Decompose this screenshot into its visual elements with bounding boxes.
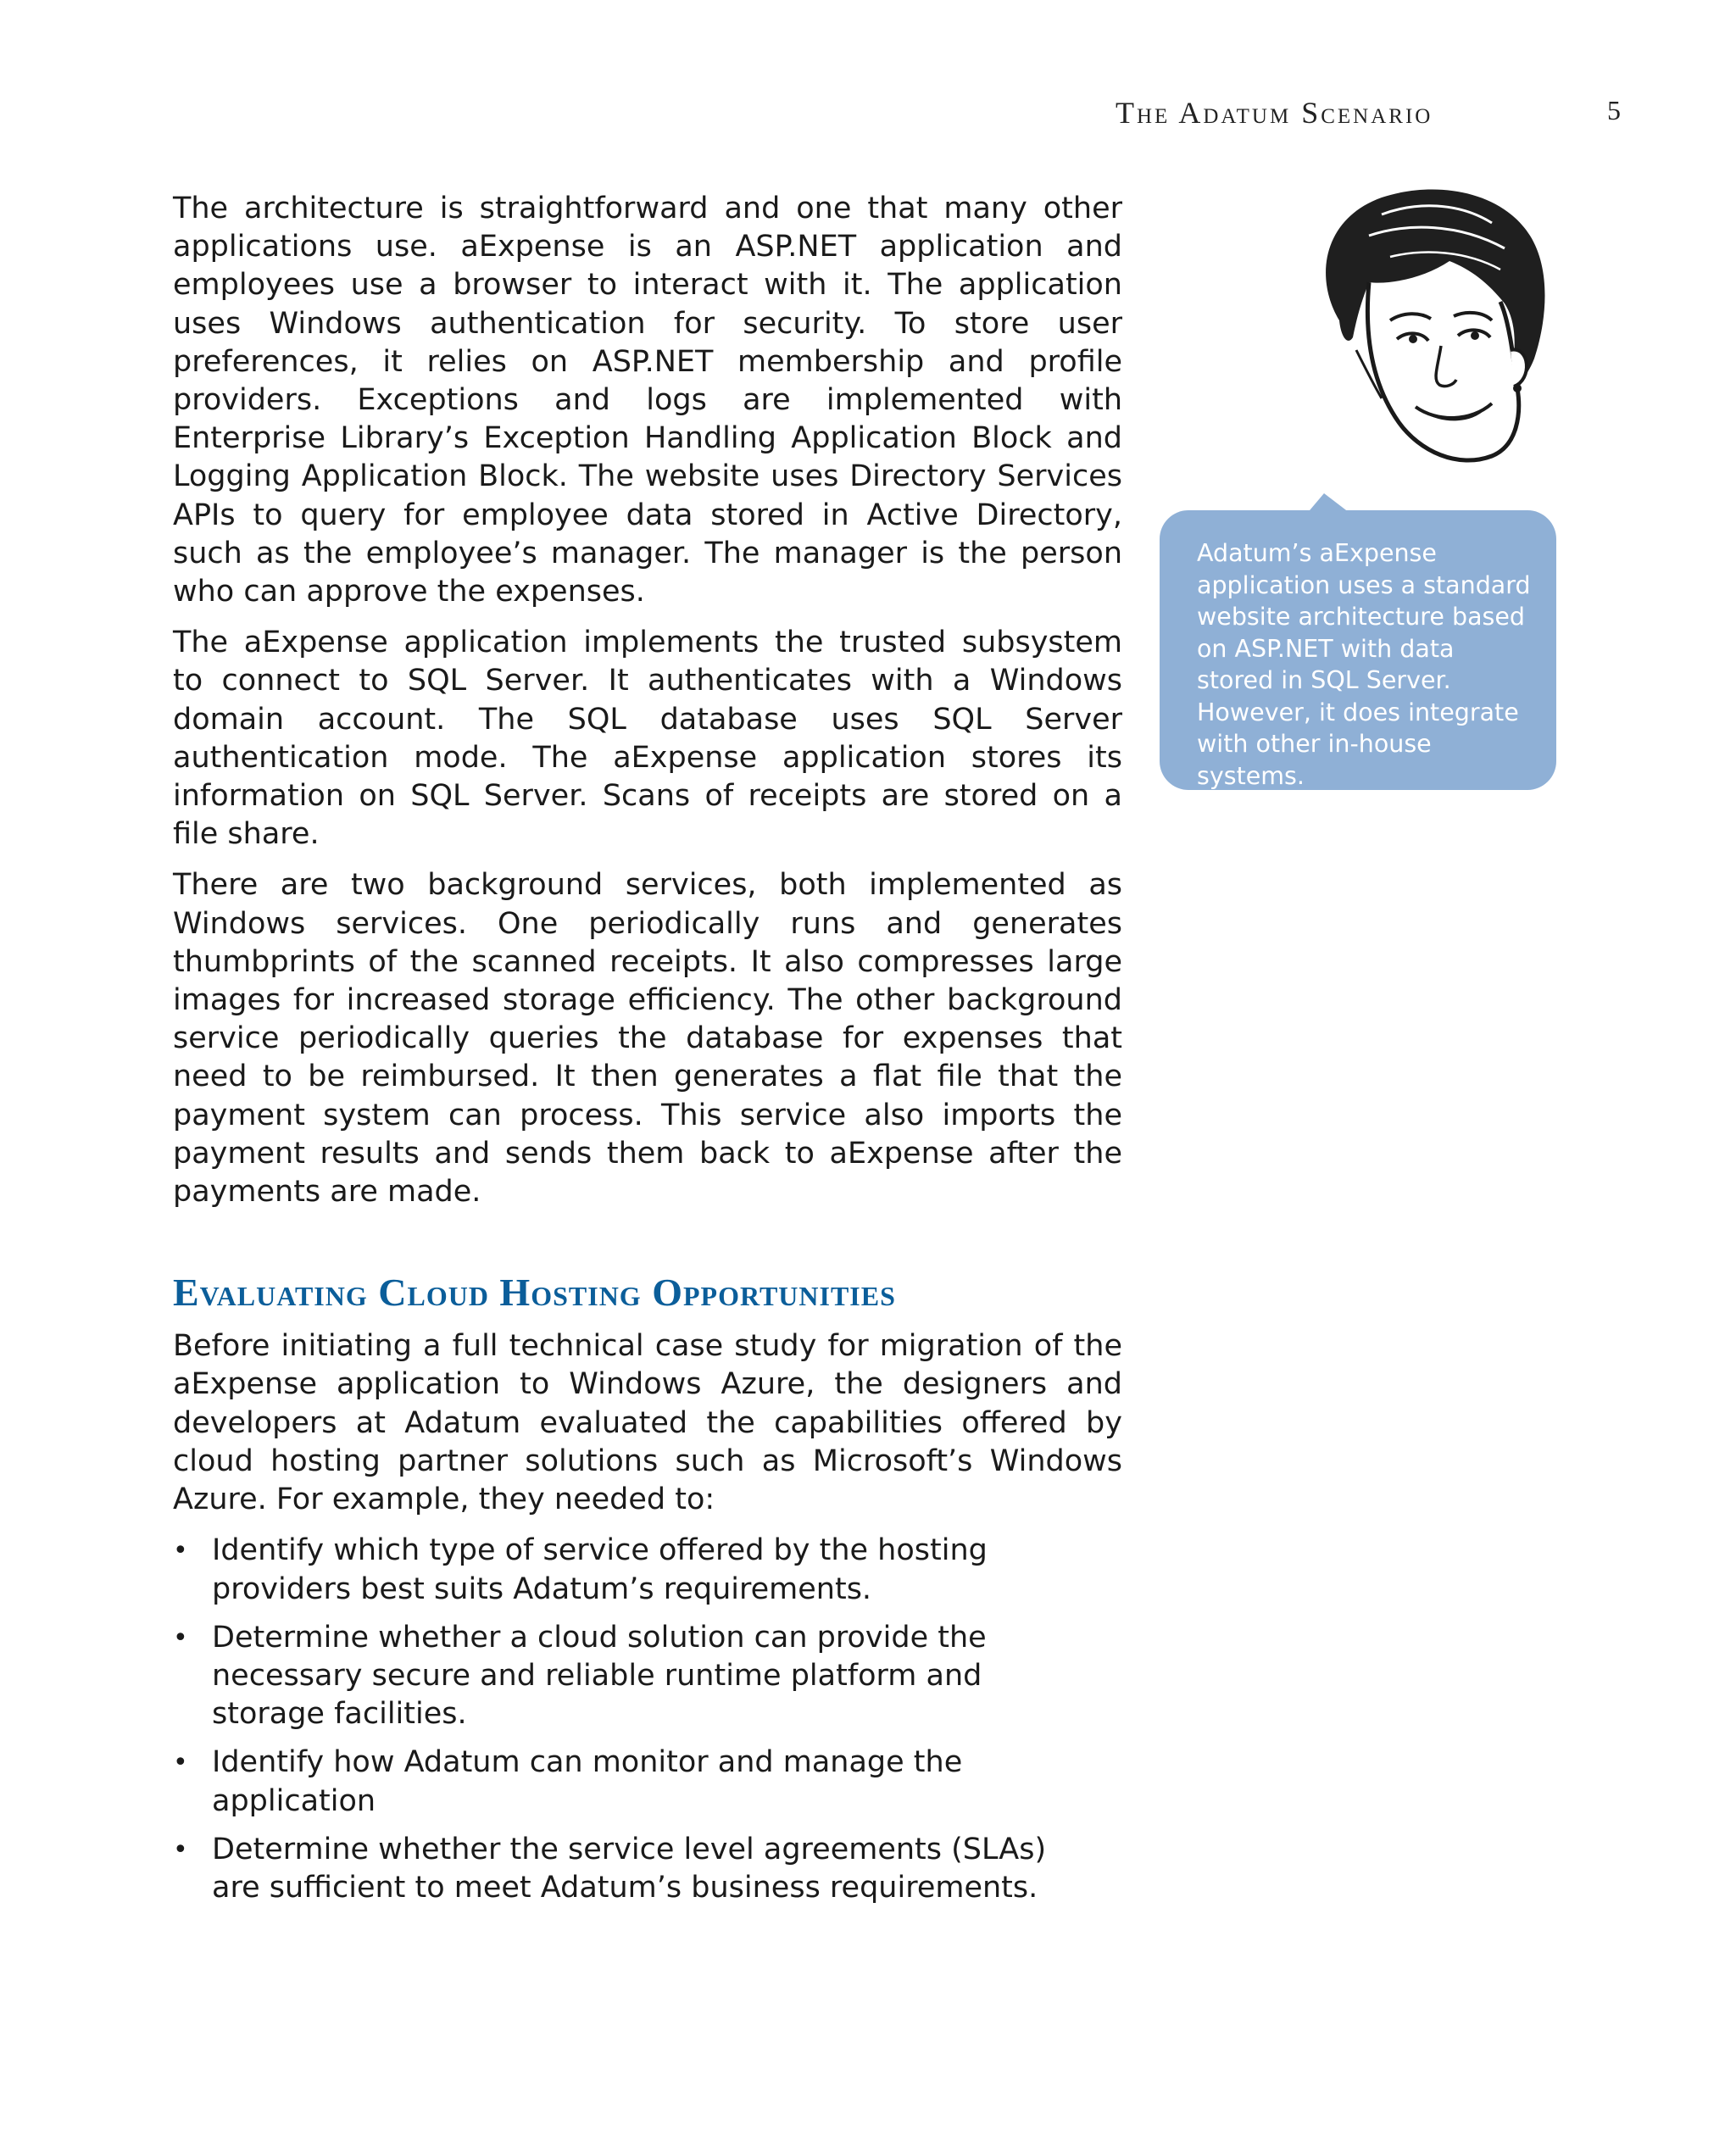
body-paragraph-sql: The aExpense application implements the trusted subsystem to connect to SQL Server. It authenticates with a Windows domain account. The SQL database uses SQL Server authentication mode. The aExpense application stores its information on SQL Server. Scans of receipts are stored on a file share.: [173, 626, 1122, 852]
list-item: [173, 1532, 1084, 1608]
woman-portrait-illustration: [1288, 176, 1560, 481]
body-paragraph-architecture: The architecture is straightforward and one that many other applications use. aExpense is an ASP.NET application and employees use a browser to interact with it. The application uses Windows authentication for security. To store user preferences, it relies on ASP.NET membership and profile providers. Exceptions and logs are implemented with Enterprise Library’s Exception Handling Application Block and Logging Application Block. The website uses Directory Services APIs to query for employee data stored in Active Directory, such as the employee’s manager. The manager is the person who can approve the expenses.: [173, 192, 1122, 609]
sidebar-callout: Adatum’s aExpense application uses a standard website architecture based on ASP.NET with data stored in SQL Server. However, it does integrate with other in-house systems.: [1160, 510, 1556, 790]
section-heading: Evaluating Cloud Hosting Opportunities: [173, 1271, 896, 1315]
list-item: [173, 1831, 1084, 1907]
list-item-text: Determine whether the service level agreements (SLAs) are sufficient to meet Adatum’s business requirements.: [212, 1832, 1047, 1905]
page-number: 5: [1607, 95, 1621, 125]
bullet-icon: •: [173, 1748, 188, 1778]
list-item: [173, 1619, 1084, 1734]
body-paragraph-services: There are two background services, both implemented as Windows services. One periodically runs and generates thumbprints of the scanned receipts. It also compresses large images for increased storage efficiency. The other background service periodically queries the database for expenses that need to be reimbursed. It then generates a flat file that the payment system can process. This service also imports the payment results and sends them back to aExpense after the payments are made.: [173, 868, 1122, 1210]
list-item-text: Identify which type of service offered by the hosting providers best suits Adatum’s requirements.: [212, 1533, 988, 1606]
bullet-icon: •: [173, 1834, 188, 1865]
list-item-text: Determine whether a cloud solution can provide the necessary secure and reliable runtime platform and storage facilities.: [212, 1620, 987, 1732]
running-header: The Adatum Scenario: [1116, 96, 1433, 130]
requirements-list: [173, 1532, 1084, 1907]
main-column: [173, 190, 1122, 1917]
bullet-icon: •: [173, 1622, 188, 1653]
list-item: [173, 1744, 1084, 1820]
list-item-text: Identify how Adatum can monitor and manage the application: [212, 1745, 963, 1818]
section-intro-paragraph: Before initiating a full technical case study for migration of the aExpense application to Windows Azure, the designers and developers at Adatum evaluated the capabilities offered by cloud hosting partner solutions such as Microsoft’s Windows Azure. For example, they needed to:: [173, 1329, 1122, 1517]
bullet-icon: •: [173, 1536, 188, 1566]
